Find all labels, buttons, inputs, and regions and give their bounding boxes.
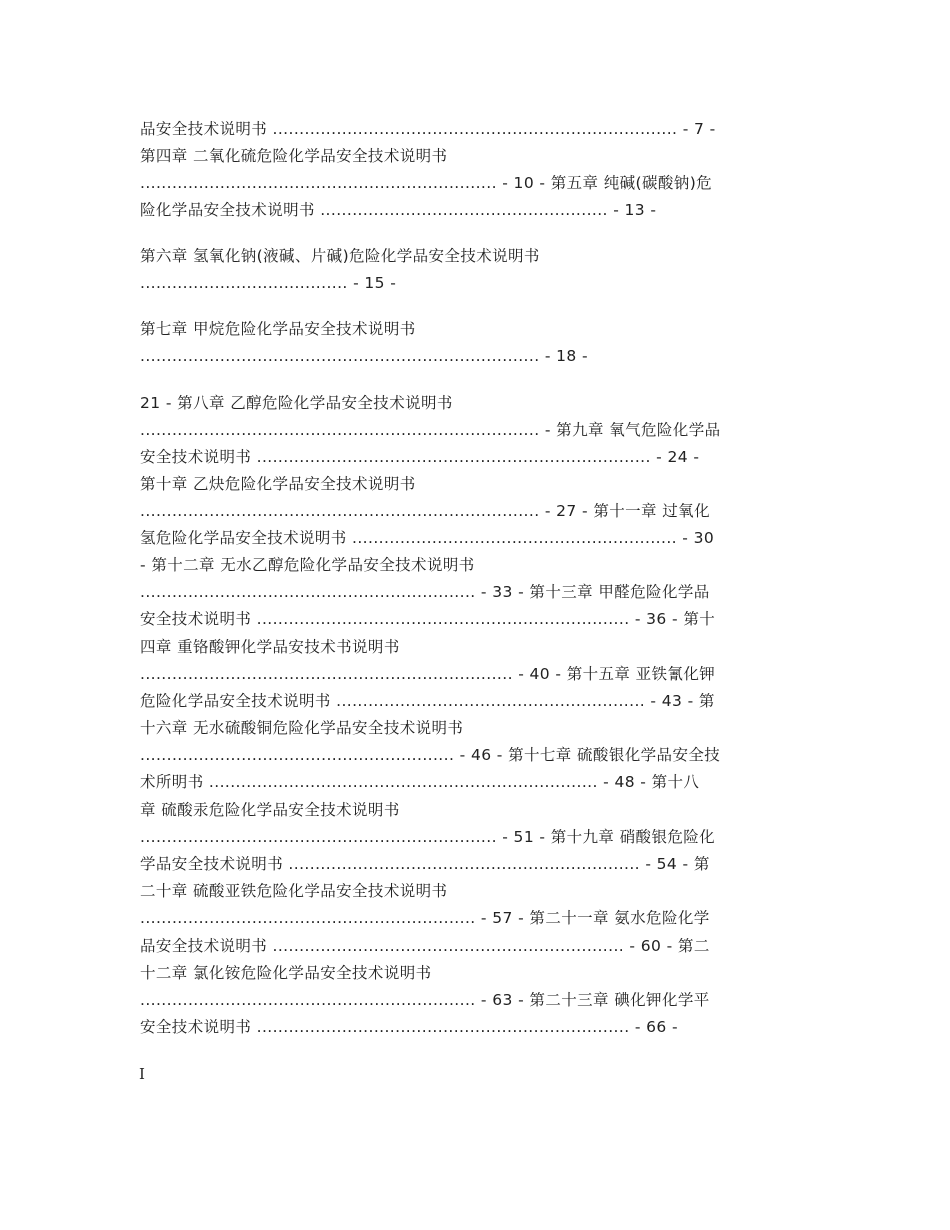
toc-line: 二十章 硫酸亚铁危险化学品安全技术说明书 [140,882,448,900]
page-number: I [139,1065,145,1083]
toc-line: 十二章 氯化铵危险化学品安全技术说明书 [140,964,432,982]
toc-line: 21 - 第八章 乙醇危险化学品安全技术说明书 [140,394,453,412]
toc-line: 章 硫酸汞危险化学品安全技术说明书 [140,801,400,819]
toc-line: ........................................................................... - 第九章 氧气危险化学品 [140,421,721,439]
toc-line: 安全技术说明书 ...................................................................... - 36 - 第十 [140,610,716,628]
toc-line: 学品安全技术说明书 .................................................................. - 54 - 第 [140,855,710,873]
toc-line: 险化学品安全技术说明书 ...................................................... - 13 - [140,201,657,219]
toc-line: ........................................................... - 46 - 第十七章 硫酸银化学品安全技 [140,746,721,764]
toc-line: 品安全技术说明书 ............................................................................ - 7 - [140,120,716,138]
toc-line: 第十章 乙炔危险化学品安全技术说明书 [140,475,416,493]
toc-line: - 第十二章 无水乙醇危险化学品安全技术说明书 [140,556,475,574]
toc-line: 第六章 氢氧化钠(液碱、片碱)危险化学品安全技术说明书 [140,247,540,265]
toc-line: 第四章 二氧化硫危险化学品安全技术说明书 [140,147,448,165]
toc-line: 四章 重铬酸钾化学品安技术书说明书 [140,638,400,656]
toc-line: 氢危险化学品安全技术说明书 ............................................................. - 30 [140,529,715,547]
toc-line: 品安全技术说明书 .................................................................. - 60 - 第二 [140,937,710,955]
toc-line: ............................................................... - 33 - 第十三章 甲醛危险化学品 [140,583,710,601]
toc-line: 安全技术说明书 ...................................................................... - 66 - [140,1018,679,1036]
toc-line: ...................................................................... - 40 - 第十五章 亚铁氰化钾 [140,665,716,683]
toc-line: 危险化学品安全技术说明书 .......................................................... - 43 - 第 [140,692,715,710]
toc-line: ............................................................... - 63 - 第二十三章 碘化钾化学平 [140,991,710,1009]
toc-line: 十六章 无水硫酸铜危险化学品安全技术说明书 [140,719,464,737]
toc-line: 安全技术说明书 .......................................................................... - 24 - [140,448,700,466]
toc-line: ........................................................................... - 18 - [140,347,589,365]
toc-line: ....................................... - 15 - [140,274,397,292]
toc-line: ................................................................... - 10 - 第五章 纯碱(碳酸钠)危 [140,174,713,192]
toc-line: ........................................................................... - 27 - 第十一章 过氧化 [140,502,710,520]
toc-line: ............................................................... - 57 - 第二十一章 氨水危险化学 [140,909,710,927]
toc-line: 术所明书 ......................................................................... - 48 - 第十八 [140,773,700,791]
toc-line: 第七章 甲烷危险化学品安全技术说明书 [140,320,416,338]
toc-line: ................................................................... - 51 - 第十九章 硝酸银危险化 [140,828,716,846]
